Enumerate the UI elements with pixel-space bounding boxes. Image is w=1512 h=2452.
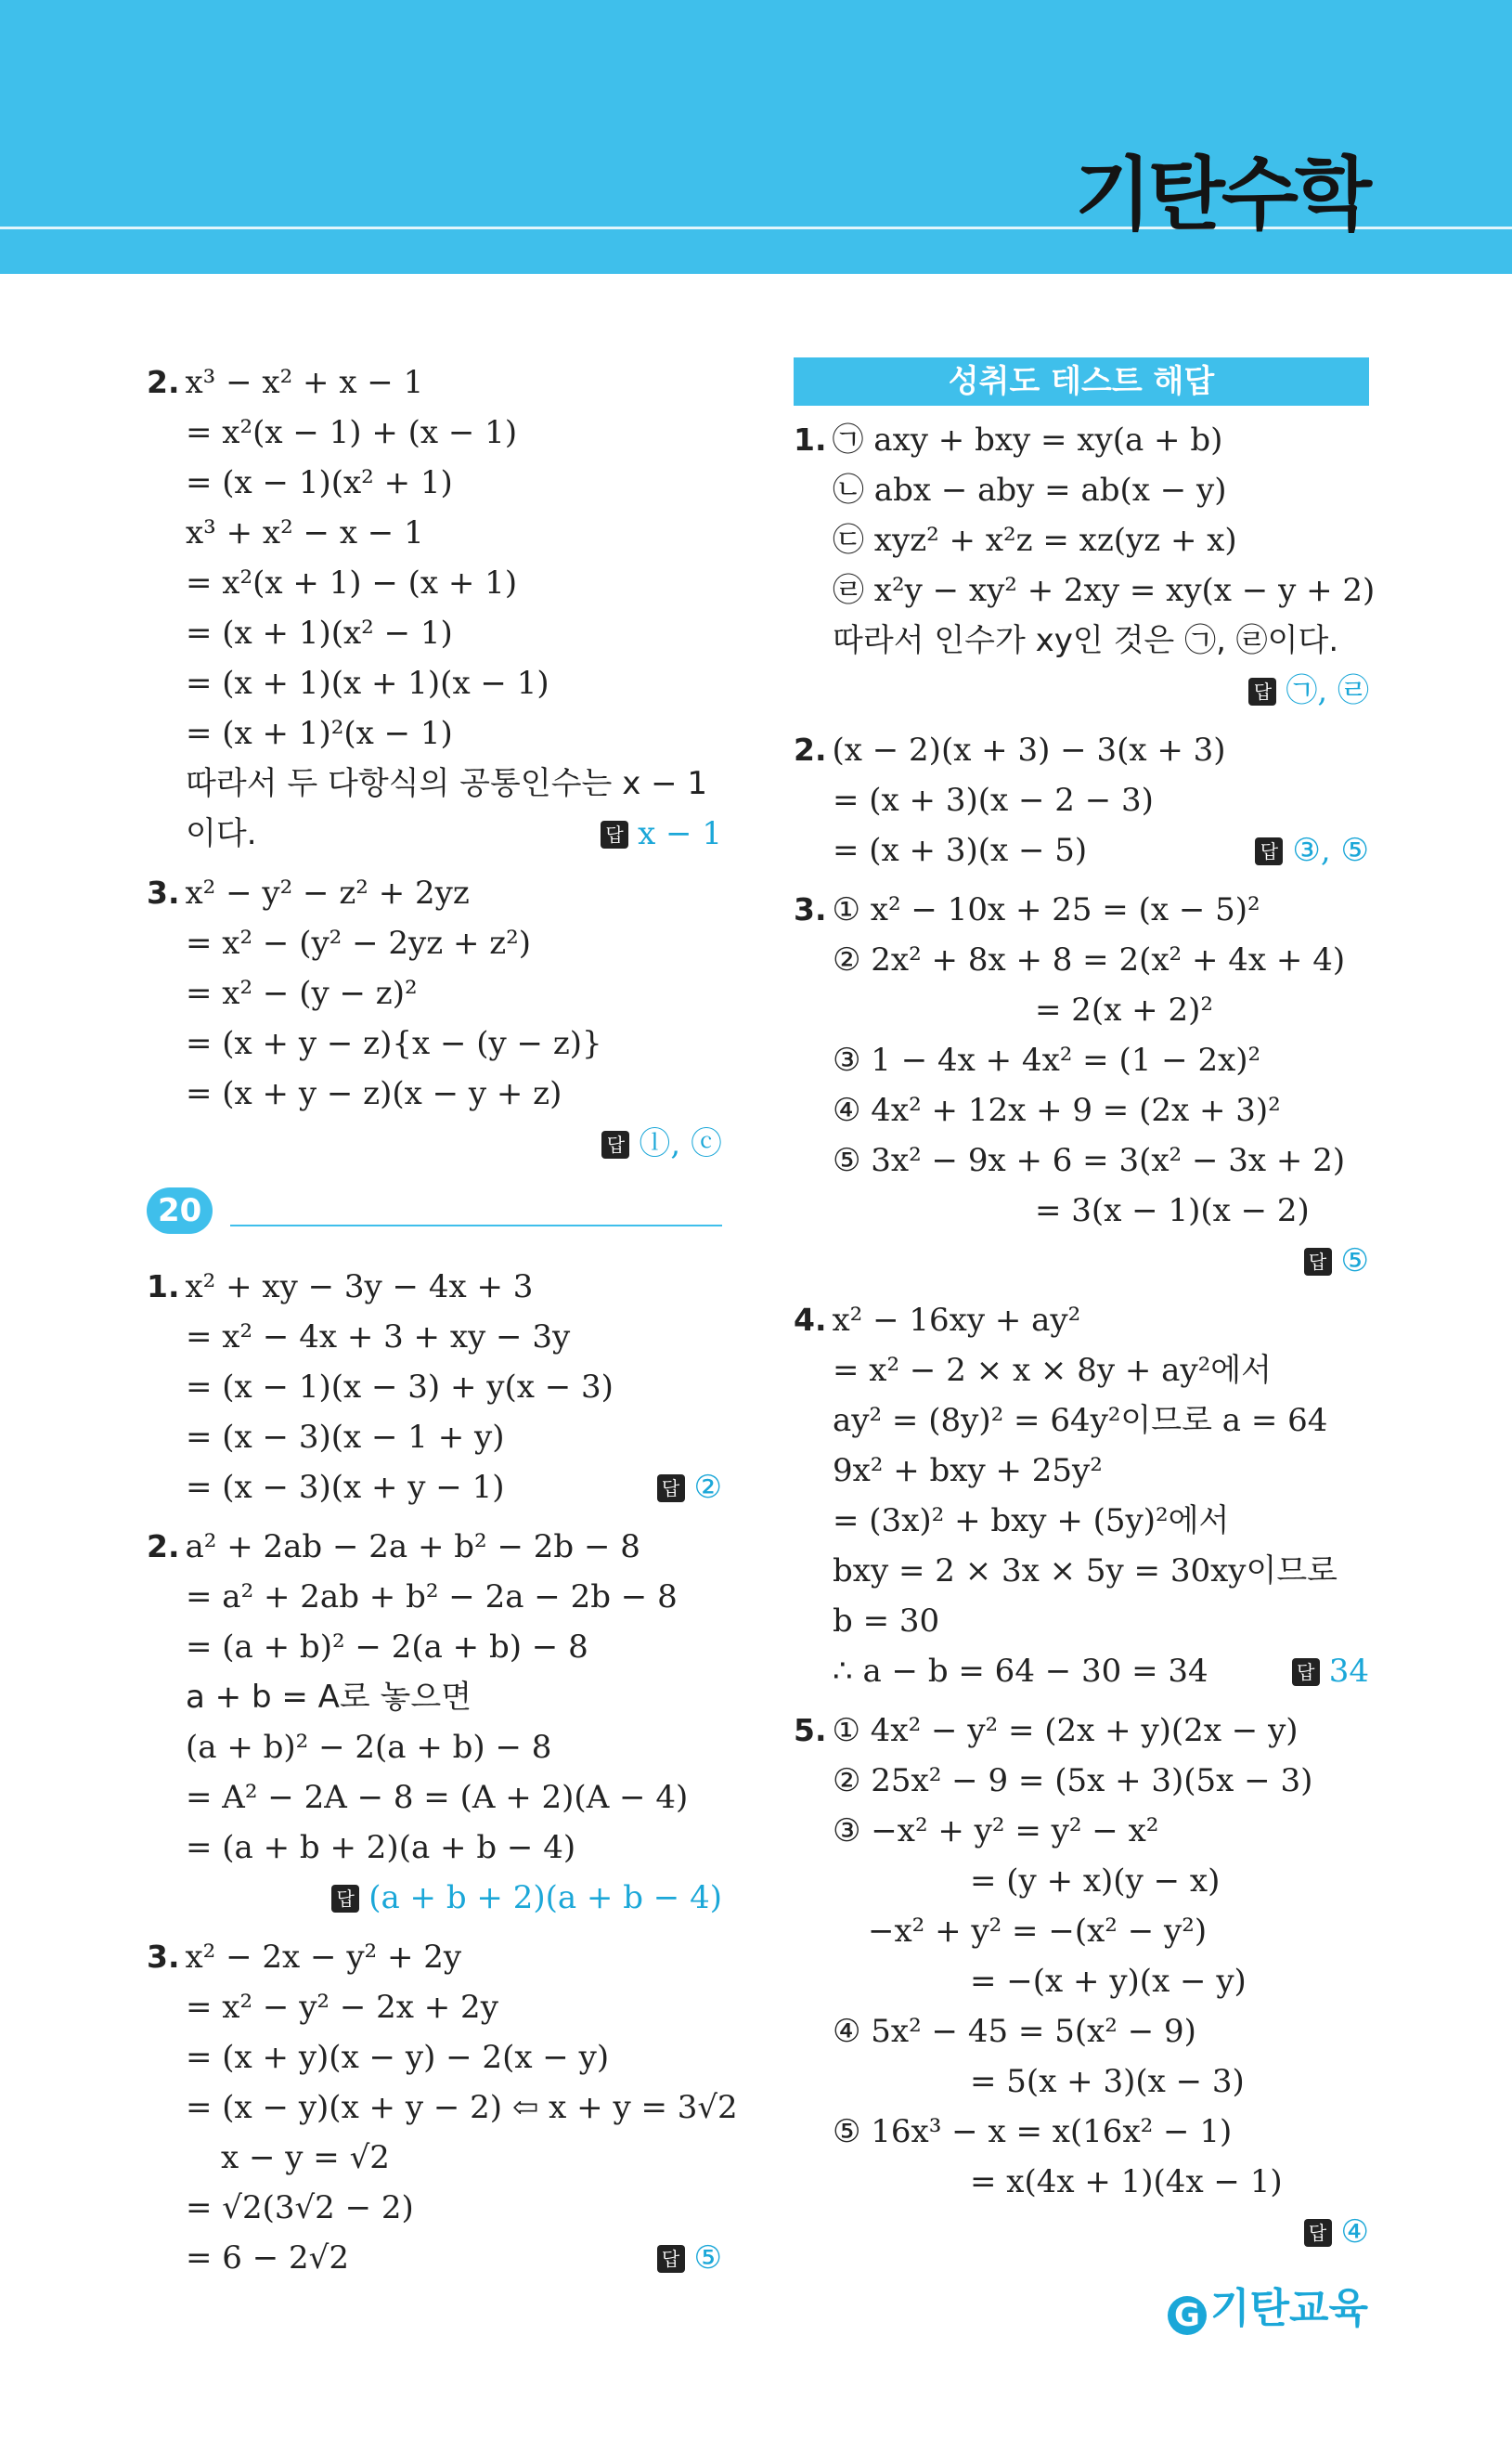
math-text: = 3(x − 1)(x − 2) xyxy=(1035,1192,1310,1229)
math-text: ∴ a − b = 64 − 30 = 34 xyxy=(833,1653,1208,1690)
math-text: = A² − 2A − 8 = (A + 2)(A − 4) xyxy=(186,1779,689,1816)
math-text: = x²(x + 1) − (x + 1) xyxy=(186,564,518,602)
solution-line xyxy=(794,1236,1369,1286)
answer-mark-icon: 답 xyxy=(1248,678,1276,706)
g-logo-icon: G xyxy=(1168,2296,1207,2335)
math-text: = (x + 3)(x − 5) xyxy=(833,832,1088,869)
math-text: ㉢ xyz² + x²z = xz(yz + x) xyxy=(833,522,1237,559)
math-text: x³ − x² + x − 1 xyxy=(185,364,424,401)
problem-line xyxy=(147,357,722,408)
problem-number: 1. xyxy=(794,422,827,458)
math-text: ⑤ 16x³ − x = x(16x² − 1) xyxy=(833,2113,1233,2150)
math-text: = (y + x)(y − x) xyxy=(970,1862,1221,1900)
problem-number: 3. xyxy=(794,891,827,928)
solution-line xyxy=(147,1018,722,1069)
math-text: = (x − y)(x + y − 2) ⇦ x + y = 3√2 xyxy=(186,2089,738,2126)
solution-line xyxy=(794,1345,1369,1395)
problem-number: 2. xyxy=(794,732,827,768)
answer-mark-icon: 답 xyxy=(1292,1658,1320,1686)
math-text: x − y = √2 xyxy=(221,2139,390,2176)
math-text: x² − 16xy + ay² xyxy=(832,1302,1081,1339)
solution-line xyxy=(794,985,1369,1035)
math-text: = (x + y − z){x − (y − z)} xyxy=(186,1025,602,1062)
solution-line xyxy=(794,1956,1369,2006)
solution-line xyxy=(147,1672,722,1722)
solution-line xyxy=(147,508,722,558)
math-text: = x² − (y² − 2yz + z²) xyxy=(186,925,532,962)
page-header xyxy=(0,0,1512,274)
math-text: x² − 2x − y² + 2y xyxy=(185,1939,462,1976)
solution-line xyxy=(147,1069,722,1119)
footer-logo-text: 기탄교육 xyxy=(1209,2285,1368,2332)
math-text: = x²(x − 1) + (x − 1) xyxy=(186,414,518,451)
math-text: = 2(x + 2)² xyxy=(1035,992,1213,1029)
solution-line xyxy=(794,2207,1369,2257)
math-text: bxy = 2 × 3x × 5y = 30xy이므로 xyxy=(833,1552,1338,1589)
problem-line xyxy=(794,415,1369,465)
math-text: = (3x)² + bxy + (5y)²에서 xyxy=(833,1502,1230,1539)
solution-line xyxy=(794,1395,1369,1446)
solution-line xyxy=(794,2006,1369,2056)
solution-line xyxy=(794,1496,1369,1546)
solution-line xyxy=(147,1873,722,1923)
problem-line xyxy=(147,1262,722,1312)
answer-value: 34 xyxy=(1328,1653,1369,1690)
solution-line xyxy=(794,775,1369,825)
math-text: ㉣ x²y − xy² + 2xy = xy(x − y + 2) xyxy=(833,572,1376,609)
solution-line xyxy=(147,809,722,859)
solution-line xyxy=(794,1756,1369,1806)
solution-line xyxy=(147,1982,722,2032)
problem-line xyxy=(794,885,1369,935)
answer xyxy=(1304,2207,1369,2257)
answer-mark-icon: 답 xyxy=(601,821,628,849)
answer-mark-icon: 답 xyxy=(1304,1248,1332,1276)
math-text: 9x² + bxy + 25y² xyxy=(833,1452,1103,1489)
solution-line xyxy=(794,1186,1369,1236)
math-text: a² + 2ab − 2a + b² − 2b − 8 xyxy=(185,1528,640,1565)
math-text: (a + b)² − 2(a + b) − 8 xyxy=(186,1729,552,1766)
math-text: = (x − 1)(x² + 1) xyxy=(186,464,453,501)
solution-line xyxy=(794,1596,1369,1646)
problem-number: 3. xyxy=(147,875,180,911)
problem-gap xyxy=(794,876,1369,885)
problem-gap xyxy=(794,716,1369,725)
math-text: ② 25x² − 9 = (5x + 3)(5x − 3) xyxy=(833,1762,1313,1799)
math-text: = (x + y)(x − y) − 2(x − y) xyxy=(186,2039,610,2076)
solution-line xyxy=(794,1085,1369,1135)
answer-mark-icon: 답 xyxy=(1304,2219,1332,2247)
left-solutions xyxy=(147,357,722,1169)
answer xyxy=(1255,825,1369,876)
math-text: = x² − 4x + 3 + xy − 3y xyxy=(186,1318,571,1356)
problem-number: 4. xyxy=(794,1302,827,1338)
answer xyxy=(1248,666,1369,716)
solution-line xyxy=(794,565,1376,616)
answer-value: ⑤ xyxy=(1340,1242,1369,1279)
math-text: x² − y² − z² + 2yz xyxy=(185,875,470,912)
math-text: ④ 5x² − 45 = 5(x² − 9) xyxy=(833,2013,1196,2050)
solution-line xyxy=(147,708,722,759)
problem-line xyxy=(147,1522,722,1572)
solution-line xyxy=(794,515,1369,565)
solution-line xyxy=(147,2183,722,2233)
solution-line xyxy=(794,1856,1369,1906)
problem-line xyxy=(147,868,722,918)
solution-line xyxy=(147,408,722,458)
answer xyxy=(657,2233,722,2283)
math-text: = x² − y² − 2x + 2y xyxy=(186,1989,498,2026)
math-text: = (x − 3)(x + y − 1) xyxy=(186,1469,505,1506)
problem-gap xyxy=(147,1923,722,1932)
math-text: a + b = A로 놓으면 xyxy=(186,1679,472,1716)
solution-line xyxy=(147,2082,738,2133)
math-text: b = 30 xyxy=(833,1602,940,1640)
math-text: −x² + y² = −(x² − y²) xyxy=(868,1913,1208,1950)
math-text: ③ −x² + y² = y² − x² xyxy=(833,1812,1159,1849)
math-text: x² + xy − 3y − 4x + 3 xyxy=(185,1268,534,1305)
math-text: = (x + 1)(x + 1)(x − 1) xyxy=(186,665,549,702)
problem-number: 3. xyxy=(147,1939,180,1975)
solution-line xyxy=(147,2233,722,2283)
footer-logo xyxy=(1168,2275,1368,2335)
math-text: = x² − 2 × x × 8y + ay²에서 xyxy=(833,1352,1272,1389)
math-text: = √2(3√2 − 2) xyxy=(186,2189,414,2226)
solution-line xyxy=(794,666,1369,716)
answer-value: ⑤ xyxy=(693,2239,722,2277)
math-text: ㉡ abx − aby = ab(x − y) xyxy=(833,472,1227,509)
math-text: 이다. xyxy=(186,815,257,852)
solution-line xyxy=(794,935,1369,985)
problem-gap xyxy=(794,1696,1369,1706)
math-text: = (x + 1)²(x − 1) xyxy=(186,715,453,752)
math-text: = (a + b + 2)(a + b − 4) xyxy=(186,1829,576,1866)
math-text: = (x − 1)(x − 3) + y(x − 3) xyxy=(186,1369,614,1406)
math-text: 따라서 두 다항식의 공통인수는 x − 1 xyxy=(186,765,708,802)
solution-line xyxy=(147,1462,722,1512)
math-text: = (x − 3)(x − 1 + y) xyxy=(186,1419,505,1456)
math-text: ay² = (8y)² = 64y²이므로 a = 64 xyxy=(833,1402,1328,1439)
problem-number: 2. xyxy=(147,364,180,400)
answer-mark-icon: 답 xyxy=(601,1131,629,1159)
math-text: ⑤ 3x² − 9x + 6 = 3(x² − 3x + 2) xyxy=(833,1142,1346,1179)
answer-value: ② xyxy=(693,1469,722,1506)
solution-line xyxy=(147,658,722,708)
problem-number: 1. xyxy=(147,1268,180,1304)
solution-line xyxy=(794,2107,1369,2157)
solution-line xyxy=(147,1622,722,1672)
solution-line xyxy=(147,1772,722,1823)
answer-value: ③, ⑤ xyxy=(1292,832,1369,869)
answer-value: (a + b + 2)(a + b − 4) xyxy=(368,1879,722,1916)
answer xyxy=(1304,1236,1369,1286)
section-rule xyxy=(230,1225,722,1226)
solution-line xyxy=(794,1646,1369,1696)
math-text: 따라서 인수가 xy인 것은 ㉠, ㉣이다. xyxy=(833,622,1339,659)
math-text: = (x + 3)(x − 2 − 3) xyxy=(833,782,1154,819)
solution-line xyxy=(147,458,722,508)
solution-line xyxy=(794,616,1369,666)
math-text: = (x + 1)(x² − 1) xyxy=(186,615,453,652)
solution-line xyxy=(794,825,1369,876)
solution-line xyxy=(794,1035,1369,1085)
answer xyxy=(1292,1646,1369,1696)
answer-value: x − 1 xyxy=(638,815,722,852)
math-text: = a² + 2ab + b² − 2a − 2b − 8 xyxy=(186,1578,678,1615)
answer xyxy=(601,1119,722,1169)
solution-line xyxy=(147,558,722,608)
problem-gap xyxy=(147,859,722,868)
problem-line xyxy=(794,725,1369,775)
problem-number: 5. xyxy=(794,1712,827,1748)
math-text: x³ + x² − x − 1 xyxy=(186,514,424,551)
math-text: (x − 2)(x + 3) − 3(x + 3) xyxy=(832,732,1226,769)
answer-mark-icon: 답 xyxy=(657,1474,685,1502)
solution-line xyxy=(794,1806,1369,1856)
problem-gap xyxy=(147,1512,722,1522)
math-text: = x(4x + 1)(4x − 1) xyxy=(970,2163,1283,2200)
solution-line xyxy=(147,2032,722,2082)
problem-gap xyxy=(794,1286,1369,1295)
solution-line xyxy=(147,608,722,658)
answer xyxy=(657,1462,722,1512)
brand-logo: 기탄수학 xyxy=(1074,149,1368,241)
problem-line xyxy=(794,1295,1369,1345)
solution-line xyxy=(794,2056,1369,2107)
test-solutions xyxy=(794,415,1376,2257)
math-text: ㉠ axy + bxy = xy(a + b) xyxy=(832,422,1223,459)
solution-line xyxy=(147,2133,722,2183)
math-text: = (a + b)² − 2(a + b) − 8 xyxy=(186,1628,588,1666)
solution-line xyxy=(147,1722,722,1772)
answer-value: ㉠, ㉣ xyxy=(1286,672,1369,709)
math-text: ① x² − 10x + 25 = (x − 5)² xyxy=(832,891,1260,928)
math-text: = 5(x + 3)(x − 3) xyxy=(970,2063,1245,2100)
solution-line xyxy=(794,1546,1369,1596)
answer-mark-icon: 답 xyxy=(331,1885,359,1913)
solution-line xyxy=(147,1119,722,1169)
answer-mark-icon: 답 xyxy=(657,2245,685,2273)
solution-line xyxy=(794,1135,1369,1186)
problem-line xyxy=(147,1932,722,1982)
math-text: ① 4x² − y² = (2x + y)(2x − y) xyxy=(832,1712,1299,1749)
solution-line xyxy=(147,759,722,809)
section-badge: 20 xyxy=(147,1187,213,1234)
section-20-solutions xyxy=(147,1262,738,2283)
answer xyxy=(331,1873,722,1923)
math-text: ③ 1 − 4x + 4x² = (1 − 2x)² xyxy=(833,1042,1261,1079)
solution-line xyxy=(794,2157,1369,2207)
section-20-header xyxy=(147,1187,722,1262)
math-text: = 6 − 2√2 xyxy=(186,2239,349,2277)
solution-line xyxy=(147,1572,722,1622)
math-text: = −(x + y)(x − y) xyxy=(970,1963,1247,2000)
solution-line xyxy=(147,1823,722,1873)
answer-value: ⓛ, ⓒ xyxy=(639,1125,722,1162)
solution-line xyxy=(147,918,722,968)
math-text: = (x + y − z)(x − y + z) xyxy=(186,1075,562,1112)
math-text: = x² − (y − z)² xyxy=(186,975,418,1012)
solution-line xyxy=(147,1362,722,1412)
problem-number: 2. xyxy=(147,1528,180,1564)
answer-value: ④ xyxy=(1340,2213,1369,2251)
right-column xyxy=(794,357,1376,2257)
solution-line xyxy=(147,968,722,1018)
left-column xyxy=(147,357,738,2283)
solution-line xyxy=(794,1906,1369,1956)
solution-line xyxy=(794,465,1369,515)
test-answers-header: 성취도 테스트 해답 xyxy=(794,357,1369,406)
solution-line xyxy=(147,1312,722,1362)
problem-line xyxy=(794,1706,1369,1756)
answer-mark-icon: 답 xyxy=(1255,837,1283,865)
math-text: ② 2x² + 8x + 8 = 2(x² + 4x + 4) xyxy=(833,941,1346,979)
math-text: ④ 4x² + 12x + 9 = (2x + 3)² xyxy=(833,1092,1281,1129)
solution-line xyxy=(147,1412,722,1462)
answer xyxy=(601,809,722,859)
solution-line xyxy=(794,1446,1369,1496)
